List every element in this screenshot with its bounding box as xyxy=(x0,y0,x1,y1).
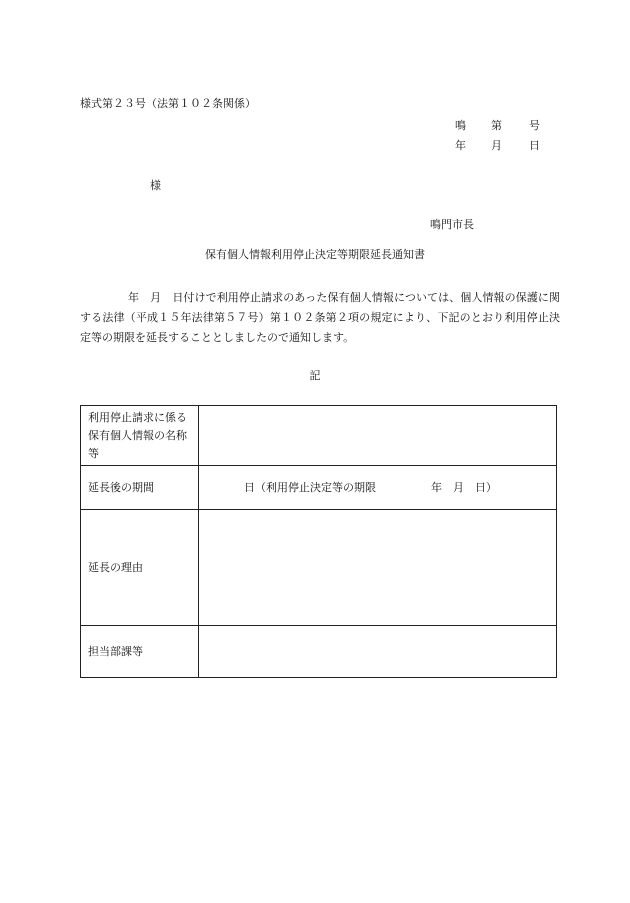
row-label-extension-reason: 延長の理由 xyxy=(81,510,199,626)
reference-go: 号 xyxy=(529,119,540,132)
reference-prefix: 鳴 xyxy=(455,119,466,132)
addressee: 様 xyxy=(150,179,161,192)
table-row xyxy=(81,466,557,510)
date-day: 日 xyxy=(529,139,540,152)
reference-number xyxy=(455,118,540,133)
issuer: 鳴門市長 xyxy=(430,218,474,231)
body-text: 年 月 日付けで利用停止請求のあった保有個人情報については、個人情報の保護に関する法律（平成１５年法律第５７号）第１０２条第２項の規定により、下記のとおり利用停止決定等の期限を延長することとしましたので通知します。 xyxy=(80,291,560,344)
row-label-info-name: 利用停止請求に係る保有個人情報の名称等 xyxy=(81,406,199,466)
table-row xyxy=(81,510,557,626)
table-row xyxy=(81,406,557,466)
date-month: 月 xyxy=(491,139,502,152)
ki-heading: 記 xyxy=(309,369,321,382)
row-label-department: 担当部課等 xyxy=(81,626,199,678)
row-label-extended-period: 延長後の期間 xyxy=(81,466,199,510)
row-value-department xyxy=(199,626,557,678)
row-value-extended-period: 日（利用停止決定等の期限 年 月 日） xyxy=(199,466,557,510)
date-year: 年 xyxy=(455,139,466,152)
details-table xyxy=(80,405,557,678)
form-number-label: 様式第２３号（法第１０２条関係） xyxy=(80,97,256,110)
issue-date xyxy=(455,138,540,153)
row-value-extension-reason xyxy=(199,510,557,626)
reference-dai: 第 xyxy=(491,119,502,132)
row-value-info-name xyxy=(199,406,557,466)
table-row xyxy=(81,626,557,678)
document-title: 保有個人情報利用停止決定等期限延長通知書 xyxy=(205,248,425,261)
